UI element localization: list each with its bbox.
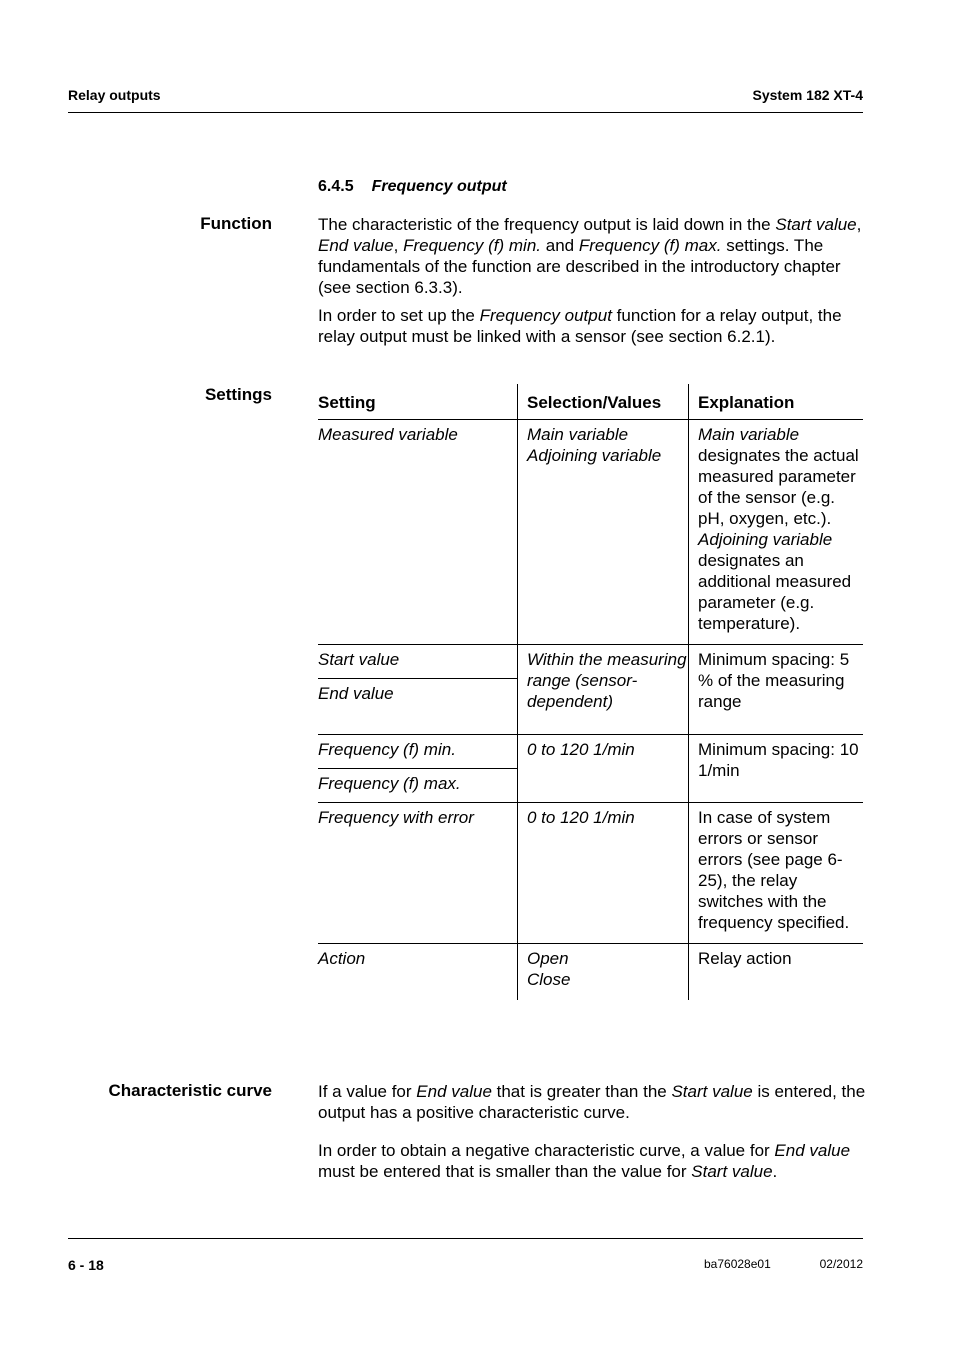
table-row <box>318 944 863 1001</box>
header-rule <box>68 112 863 113</box>
table-row <box>318 420 863 645</box>
document-date: 02/2012 <box>819 1257 863 1271</box>
table-row <box>318 645 863 679</box>
text-run: function for a relay output, the relay output must be linked with a sensor (see section 6.2.1). <box>318 306 842 346</box>
text-run: In order to obtain a negative characteristic curve, a value for <box>318 1141 775 1160</box>
setting-action: Action <box>318 949 366 968</box>
value-option: Main variable <box>527 425 629 444</box>
values-measured-variable <box>518 420 689 645</box>
explanation-measuring-range: Minimum spacing: 5 % of the measuring range <box>689 645 864 735</box>
values-frequency-with-error: 0 to 120 1/min <box>518 803 689 944</box>
value-option: Close <box>527 970 571 989</box>
text-run: The characteristic of the frequency output is laid down in the <box>318 215 776 234</box>
text-run: In order to set up the <box>318 306 480 325</box>
text-run: . <box>772 1162 778 1181</box>
term-adjoining-variable: Adjoining variable <box>698 530 833 549</box>
header-setting: Setting <box>318 384 518 420</box>
term-frequency-min: Frequency (f) min. <box>403 236 542 255</box>
value-option: Open <box>527 949 569 968</box>
section-heading <box>318 178 507 196</box>
footer-rule <box>68 1238 863 1239</box>
document-id: ba76028e01 <box>704 1257 771 1271</box>
values-measuring-range: Within the measuring range (sensor-dependent) <box>518 645 689 735</box>
term-frequency-max: Frequency (f) max. <box>578 236 722 255</box>
function-paragraph-2 <box>318 305 868 347</box>
function-paragraph-1 <box>318 214 868 298</box>
explanation-frequency-with-error: In case of system errors or sensor errors (see page 6-25), the relay switches with the frequency specified. <box>689 803 864 944</box>
text-run: , <box>856 215 862 234</box>
values-action <box>518 944 689 1001</box>
term-end-value: End value <box>416 1082 492 1101</box>
text-run: is entered, the output has a positive characteristic curve. <box>318 1082 866 1122</box>
table-header-row <box>318 384 863 420</box>
table-row <box>318 735 863 769</box>
text-run: that is greater than the <box>491 1082 672 1101</box>
text-run: settings. The fundamentals of the function are described in the introductory chapter (see section 6.3.3). <box>318 236 841 297</box>
function-label: Function <box>200 214 272 233</box>
text-run: designates the actual measured parameter of the sensor (e.g. pH, oxygen, etc.). <box>698 446 859 528</box>
setting-frequency-min: Frequency (f) min. <box>318 735 518 769</box>
table-row <box>318 803 863 944</box>
settings-label: Settings <box>204 385 272 404</box>
page-number: 6 - 18 <box>68 1257 104 1273</box>
curve-paragraph-1 <box>318 1081 868 1123</box>
setting-frequency-max: Frequency (f) max. <box>318 769 518 803</box>
explanation-measured-variable <box>689 420 864 645</box>
value-option: Adjoining variable <box>527 446 662 465</box>
curve-paragraph-2 <box>318 1140 868 1182</box>
term-start-value: Start value <box>775 215 857 234</box>
running-header-right: System 182 XT-4 <box>752 87 863 103</box>
setting-frequency-with-error: Frequency with error <box>318 803 518 944</box>
setting-measured-variable: Measured variable <box>318 420 518 645</box>
text-run: and <box>541 236 579 255</box>
header-selection-values: Selection/Values <box>518 384 689 420</box>
text-run: If a value for <box>318 1082 417 1101</box>
term-start-value: Start value <box>691 1162 773 1181</box>
section-title: Frequency output <box>371 178 507 195</box>
term-end-value: End value <box>774 1141 851 1160</box>
settings-table <box>318 384 863 1000</box>
explanation-action: Relay action <box>689 944 864 1001</box>
setting-start-value: Start value <box>318 645 518 679</box>
text-run: , <box>393 236 404 255</box>
term-main-variable: Main variable <box>698 425 800 444</box>
header-explanation: Explanation <box>689 384 864 420</box>
text-run: must be entered that is smaller than the value for <box>318 1162 692 1181</box>
values-frequency: 0 to 120 1/min <box>518 735 689 803</box>
setting-end-value: End value <box>318 679 518 735</box>
characteristic-curve-label: Characteristic curve <box>108 1081 272 1100</box>
section-number: 6.4.5 <box>318 178 354 195</box>
text-run: designates an additional measured parameter (e.g. temperature). <box>698 551 852 633</box>
explanation-frequency: Minimum spacing: 10 1/min <box>689 735 864 803</box>
term-frequency-output: Frequency output <box>479 306 612 325</box>
running-header-left: Relay outputs <box>68 87 161 103</box>
term-end-value: End value <box>318 236 394 255</box>
term-start-value: Start value <box>671 1082 753 1101</box>
